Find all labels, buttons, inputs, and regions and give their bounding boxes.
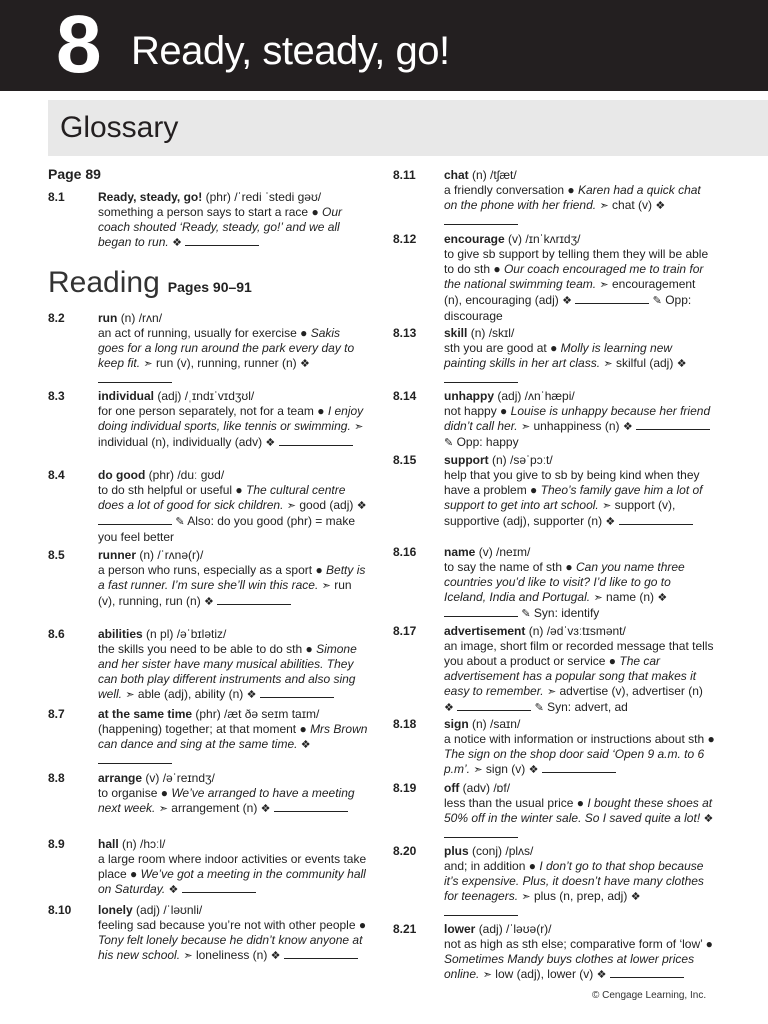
example-sentence: Mrs Brown can dance and sing at the same time. bbox=[98, 722, 368, 751]
entry-body bbox=[98, 707, 368, 768]
entry-number: 8.12 bbox=[393, 232, 417, 246]
part-of-speech-pronunciation: (n) /hɔːl/ bbox=[122, 837, 166, 851]
word-forms-arrow-icon: ➣ bbox=[603, 358, 613, 370]
definition: to give sb support by telling them they will be able to do sth ● bbox=[444, 247, 709, 276]
entry-number: 8.20 bbox=[393, 844, 417, 858]
translation-diamond-icon: ❖ bbox=[605, 516, 616, 528]
example-sentence: Can you name three countries you’d like to visit? I’d like to go to Iceland, India and Portugal. bbox=[444, 560, 685, 604]
entry-body bbox=[444, 168, 716, 229]
word-forms: able (adj), ability (n) bbox=[137, 687, 244, 701]
headword: support bbox=[444, 453, 489, 467]
entry-number: 8.17 bbox=[393, 624, 417, 638]
translation-diamond-icon: ❖ bbox=[657, 592, 668, 604]
entry-number: 8.21 bbox=[393, 922, 417, 936]
part-of-speech-pronunciation: (adj) /ʌnˈhæpi/ bbox=[497, 389, 575, 403]
definition: to do sth helpful or useful ● bbox=[98, 483, 243, 497]
example-sentence: I enjoy doing individual sports, like tennis or swimming. bbox=[98, 404, 364, 433]
entry-number: 8.8 bbox=[48, 771, 65, 785]
definition: less than the usual price ● bbox=[444, 796, 584, 810]
translation-blank[interactable] bbox=[274, 801, 348, 812]
entry-body bbox=[98, 548, 368, 610]
entry-number: 8.9 bbox=[48, 837, 65, 851]
reading-pages: Pages 90–91 bbox=[167, 279, 252, 295]
entry-number: 8.4 bbox=[48, 468, 65, 482]
translation-blank[interactable] bbox=[98, 372, 172, 383]
translation-blank[interactable] bbox=[444, 905, 518, 916]
translation-diamond-icon: ❖ bbox=[168, 884, 179, 896]
translation-blank[interactable] bbox=[610, 967, 684, 978]
entry-number: 8.18 bbox=[393, 717, 417, 731]
word-forms: name (n) bbox=[606, 590, 655, 604]
translation-blank[interactable] bbox=[98, 753, 172, 764]
entry-number: 8.5 bbox=[48, 548, 65, 562]
entry-body bbox=[444, 545, 716, 622]
entry-body bbox=[98, 771, 368, 817]
definition: not as high as sth else; comparative form of ‘low’ ● bbox=[444, 937, 713, 951]
part-of-speech-pronunciation: (adv) /ɒf/ bbox=[462, 781, 511, 795]
translation-blank[interactable] bbox=[217, 594, 291, 605]
pencil-icon: ✎ bbox=[175, 516, 185, 528]
word-forms: good (adj) bbox=[299, 498, 354, 512]
example-sentence: Simone and her sister have many musical abilities. They can both play different instruments and also sing well. bbox=[98, 642, 357, 701]
entry-number: 8.11 bbox=[393, 168, 416, 182]
part-of-speech-pronunciation: (v) /əˈreɪndʒ/ bbox=[145, 771, 215, 785]
entry-body bbox=[444, 389, 716, 451]
word-forms-arrow-icon: ➣ bbox=[143, 358, 153, 370]
headword: hall bbox=[98, 837, 119, 851]
entry-number: 8.6 bbox=[48, 627, 65, 641]
example-sentence: Louise is unhappy because her friend didn’t call her. bbox=[444, 404, 711, 433]
definition: feeling sad because you’re not with other people ● bbox=[98, 918, 367, 932]
entry-body bbox=[444, 717, 716, 778]
translation-diamond-icon: ❖ bbox=[528, 764, 539, 776]
part-of-speech-pronunciation: (adj) /ˈləʊə(r)/ bbox=[478, 922, 552, 936]
word-forms: encouragement (n), encouraging (adj) bbox=[444, 277, 696, 307]
translation-diamond-icon: ❖ bbox=[562, 295, 572, 307]
part-of-speech-pronunciation: (n) /saɪn/ bbox=[472, 717, 521, 731]
headword: abilities bbox=[98, 627, 143, 641]
word-forms-arrow-icon: ➣ bbox=[546, 686, 557, 698]
definition: not happy ● bbox=[444, 404, 508, 418]
part-of-speech-pronunciation: (n) /ˈrʌnə(r)/ bbox=[139, 548, 204, 562]
translation-diamond-icon: ❖ bbox=[300, 739, 311, 751]
word-forms: unhappiness (n) bbox=[533, 419, 620, 433]
translation-diamond-icon: ❖ bbox=[655, 200, 666, 212]
copyright-footer: © Cengage Learning, Inc. bbox=[592, 990, 707, 1001]
definition: help that you give to sb by being kind when they have a problem ● bbox=[444, 468, 700, 497]
entry-number: 8.7 bbox=[48, 707, 65, 721]
translation-blank[interactable] bbox=[457, 700, 531, 711]
translation-diamond-icon: ❖ bbox=[444, 702, 454, 714]
translation-blank[interactable] bbox=[619, 514, 693, 525]
definition: an act of running, usually for exercise ● bbox=[98, 326, 308, 340]
word-forms: loneliness (n) bbox=[195, 948, 268, 962]
glossary-title: Glossary bbox=[60, 111, 179, 144]
word-forms: plus (n, prep, adj) bbox=[533, 889, 628, 903]
pencil-icon: ✎ bbox=[652, 295, 662, 307]
headword: Ready, steady, go! bbox=[98, 190, 203, 204]
word-forms-arrow-icon: ➣ bbox=[321, 580, 331, 592]
entry-number: 8.1 bbox=[48, 190, 65, 204]
entry-body bbox=[444, 232, 716, 324]
example-sentence: Our coach shouted ‘Ready, steady, go!’ and we all began to run. bbox=[98, 205, 343, 249]
word-forms: run (v), running, runner (n) bbox=[155, 356, 297, 370]
word-forms-arrow-icon: ➣ bbox=[125, 689, 135, 701]
example-sentence: Theo’s family gave him a lot of support to get into art school. bbox=[444, 483, 703, 512]
translation-blank[interactable] bbox=[260, 687, 334, 698]
example-sentence: The car advertisement has a popular song that makes it easy to remember. bbox=[444, 654, 697, 698]
translation-diamond-icon: ❖ bbox=[260, 803, 271, 815]
example-sentence: Sometimes Mandy buys clothes at lower prices online. bbox=[444, 952, 695, 981]
translation-diamond-icon: ❖ bbox=[265, 437, 276, 449]
definition: to organise ● bbox=[98, 786, 168, 800]
translation-diamond-icon: ❖ bbox=[703, 813, 714, 825]
word-forms-arrow-icon: ➣ bbox=[183, 950, 193, 962]
example-sentence: We’ve arranged to have a meeting next week. bbox=[98, 786, 355, 815]
headword: unhappy bbox=[444, 389, 494, 403]
entry-number: 8.19 bbox=[393, 781, 417, 795]
headword: advertisement bbox=[444, 624, 526, 638]
headword: lonely bbox=[98, 903, 133, 917]
headword: sign bbox=[444, 717, 469, 731]
pencil-icon: ✎ bbox=[534, 702, 544, 714]
translation-blank[interactable] bbox=[279, 435, 353, 446]
entry-body bbox=[444, 624, 716, 716]
extra-note: Opp: discourage bbox=[444, 293, 692, 323]
glossary-banner bbox=[48, 100, 768, 156]
translation-blank[interactable] bbox=[444, 827, 518, 838]
entry-body bbox=[444, 781, 716, 842]
translation-diamond-icon: ❖ bbox=[270, 950, 281, 962]
translation-blank[interactable] bbox=[542, 762, 616, 773]
entry-body bbox=[98, 837, 368, 898]
word-forms: chat (v) bbox=[612, 198, 653, 212]
word-forms: individual (n), individually (adv) bbox=[98, 435, 263, 449]
word-forms: run (v), running, run (n) bbox=[98, 578, 352, 608]
entry-number: 8.3 bbox=[48, 389, 65, 403]
headword: encourage bbox=[444, 232, 505, 246]
entry-body bbox=[98, 627, 368, 703]
part-of-speech-pronunciation: (n) /tʃæt/ bbox=[472, 168, 517, 182]
example-sentence: The cultural centre does a lot of good for sick children. bbox=[98, 483, 346, 512]
entry-number: 8.10 bbox=[48, 903, 72, 917]
entry-number: 8.15 bbox=[393, 453, 417, 467]
entry-number: 8.14 bbox=[393, 389, 417, 403]
translation-blank[interactable] bbox=[444, 372, 518, 383]
entry-body bbox=[98, 389, 368, 451]
translation-diamond-icon: ❖ bbox=[676, 358, 687, 370]
example-sentence: I bought these shoes at 50% off in the winter sale. So I saved quite a lot! bbox=[444, 796, 713, 825]
example-sentence: I don’t go to that shop because it’s expensive. Plus, it doesn’t have many clothes for teenagers. bbox=[444, 859, 704, 903]
translation-diamond-icon: ❖ bbox=[204, 596, 214, 608]
headword: chat bbox=[444, 168, 469, 182]
word-forms-arrow-icon: ➣ bbox=[521, 891, 531, 903]
part-of-speech-pronunciation: (phr) /duː ɡʊd/ bbox=[148, 468, 225, 482]
part-of-speech-pronunciation: (phr) /æt ðə seɪm taɪm/ bbox=[195, 707, 320, 721]
extra-note: Opp: happy bbox=[456, 435, 519, 449]
extra-note: Also: do you good (phr) = make you feel better bbox=[98, 514, 355, 544]
extra-note: Syn: advert, ad bbox=[547, 700, 628, 714]
pencil-icon: ✎ bbox=[444, 437, 454, 449]
definition: the skills you need to be able to do sth ● bbox=[98, 642, 313, 656]
definition: a large room where indoor activities or events take place ● bbox=[98, 852, 367, 881]
headword: runner bbox=[98, 548, 137, 562]
pencil-icon: ✎ bbox=[521, 608, 531, 620]
headword: off bbox=[444, 781, 460, 795]
headword: skill bbox=[444, 326, 468, 340]
definition: sth you are good at ● bbox=[444, 341, 558, 355]
headword: lower bbox=[444, 922, 476, 936]
entry-number: 8.13 bbox=[393, 326, 417, 340]
headword: plus bbox=[444, 844, 469, 858]
translation-diamond-icon: ❖ bbox=[356, 500, 367, 512]
word-forms: advertise (v), advertiser (n) bbox=[559, 684, 703, 698]
translation-diamond-icon: ❖ bbox=[596, 969, 607, 981]
reading-title: Reading bbox=[48, 266, 160, 299]
example-sentence: We’ve got a meeting in the community hall on Saturday. bbox=[98, 867, 366, 896]
translation-blank[interactable] bbox=[98, 514, 172, 525]
headword: at the same time bbox=[98, 707, 193, 721]
word-forms: support (v), supportive (adj), supporter (n) bbox=[444, 498, 676, 528]
definition: a person who runs, especially as a sport ● bbox=[98, 563, 323, 577]
translation-blank[interactable] bbox=[444, 606, 518, 617]
extra-note: Syn: identify bbox=[533, 606, 600, 620]
translation-blank[interactable] bbox=[636, 419, 710, 430]
part-of-speech-pronunciation: (conj) /plʌs/ bbox=[472, 844, 534, 858]
part-of-speech-pronunciation: (phr) /ˈredi ˈstedi ɡəʊ/ bbox=[205, 190, 322, 204]
definition: a friendly conversation ● bbox=[444, 183, 575, 197]
word-forms: skilful (adj) bbox=[615, 356, 674, 370]
translation-blank[interactable] bbox=[182, 882, 256, 893]
word-forms: sign (v) bbox=[485, 762, 526, 776]
part-of-speech-pronunciation: (n) /skɪl/ bbox=[470, 326, 515, 340]
translation-blank[interactable] bbox=[575, 293, 649, 304]
headword: run bbox=[98, 311, 118, 325]
translation-diamond-icon: ❖ bbox=[300, 358, 310, 370]
word-forms-arrow-icon: ➣ bbox=[599, 200, 609, 212]
unit-header bbox=[0, 0, 768, 91]
part-of-speech-pronunciation: (v) /neɪm/ bbox=[478, 545, 531, 559]
translation-blank[interactable] bbox=[284, 948, 358, 959]
example-sentence: Karen had a quick chat on the phone with her friend. bbox=[444, 183, 701, 212]
translation-diamond-icon: ❖ bbox=[622, 421, 633, 433]
translation-blank[interactable] bbox=[185, 235, 259, 246]
entry-body bbox=[98, 903, 368, 964]
example-sentence: Molly is learning new painting skills in her art class. bbox=[444, 341, 673, 370]
definition: a notice with information or instructions about sth ● bbox=[444, 732, 715, 746]
part-of-speech-pronunciation: (adj) /ˌɪndɪˈvɪdʒʊl/ bbox=[157, 389, 255, 403]
word-forms: low (adj), lower (v) bbox=[495, 967, 594, 981]
unit-number: 8 bbox=[56, 0, 102, 90]
word-forms: arrangement (n) bbox=[171, 801, 258, 815]
definition: (happening) together; at that moment ● bbox=[98, 722, 307, 736]
definition: something a person says to start a race ● bbox=[98, 205, 319, 219]
example-sentence: Betty is a fast runner. I’m sure she’ll win this race. bbox=[98, 563, 366, 592]
example-sentence: Sakis goes for a long run around the park every day to keep fit. bbox=[98, 326, 355, 370]
definition: and; in addition ● bbox=[444, 859, 536, 873]
entry-body bbox=[444, 326, 716, 387]
entry-body bbox=[98, 190, 368, 251]
word-forms-arrow-icon: ➣ bbox=[602, 500, 612, 512]
entry-body bbox=[98, 311, 368, 387]
word-forms-arrow-icon: ➣ bbox=[482, 969, 492, 981]
example-sentence: The sign on the shop door said ‘Open 9 a.m. to 6 p.m’. bbox=[444, 747, 705, 776]
unit-title: Ready, steady, go! bbox=[131, 29, 450, 73]
entry-number: 8.2 bbox=[48, 311, 65, 325]
example-sentence: Tony felt lonely because he didn’t know anyone at his new school. bbox=[98, 933, 363, 962]
translation-diamond-icon: ❖ bbox=[630, 891, 641, 903]
example-sentence: Our coach encouraged me to train for the national swimming team. bbox=[444, 262, 704, 291]
reading-section-heading bbox=[48, 266, 252, 300]
headword: arrange bbox=[98, 771, 143, 785]
word-forms-arrow-icon: ➣ bbox=[354, 421, 364, 433]
entry-body bbox=[444, 453, 716, 530]
word-forms-arrow-icon: ➣ bbox=[599, 279, 609, 291]
headword: individual bbox=[98, 389, 155, 403]
translation-diamond-icon: ❖ bbox=[246, 689, 257, 701]
word-forms-arrow-icon: ➣ bbox=[158, 803, 168, 815]
entry-number: 8.16 bbox=[393, 545, 417, 559]
definition: to say the name of sth ● bbox=[444, 560, 573, 574]
word-forms-arrow-icon: ➣ bbox=[593, 592, 603, 604]
part-of-speech-pronunciation: (adj) /ˈləʊnli/ bbox=[136, 903, 203, 917]
entry-body bbox=[444, 922, 716, 983]
headword: do good bbox=[98, 468, 146, 482]
headword: name bbox=[444, 545, 476, 559]
part-of-speech-pronunciation: (n) /rʌn/ bbox=[120, 311, 163, 325]
part-of-speech-pronunciation: (n) /səˈpɔːt/ bbox=[492, 453, 553, 467]
definition: an image, short film or recorded message that tells you about a product or service ● bbox=[444, 639, 714, 668]
part-of-speech-pronunciation: (v) /ɪnˈkʌrɪdʒ/ bbox=[508, 232, 581, 246]
translation-blank[interactable] bbox=[444, 214, 518, 225]
definition: for one person separately, not for a team ● bbox=[98, 404, 325, 418]
word-forms-arrow-icon: ➣ bbox=[286, 500, 296, 512]
part-of-speech-pronunciation: (n pl) /əˈbɪlətiz/ bbox=[146, 627, 227, 641]
word-forms-arrow-icon: ➣ bbox=[520, 421, 531, 433]
entry-body bbox=[444, 844, 716, 920]
part-of-speech-pronunciation: (n) /ədˈvɜːtɪsmənt/ bbox=[528, 624, 626, 638]
entry-body bbox=[98, 468, 368, 545]
page-label: Page 89 bbox=[48, 166, 101, 182]
word-forms-arrow-icon: ➣ bbox=[473, 764, 483, 776]
translation-diamond-icon: ❖ bbox=[172, 237, 182, 249]
